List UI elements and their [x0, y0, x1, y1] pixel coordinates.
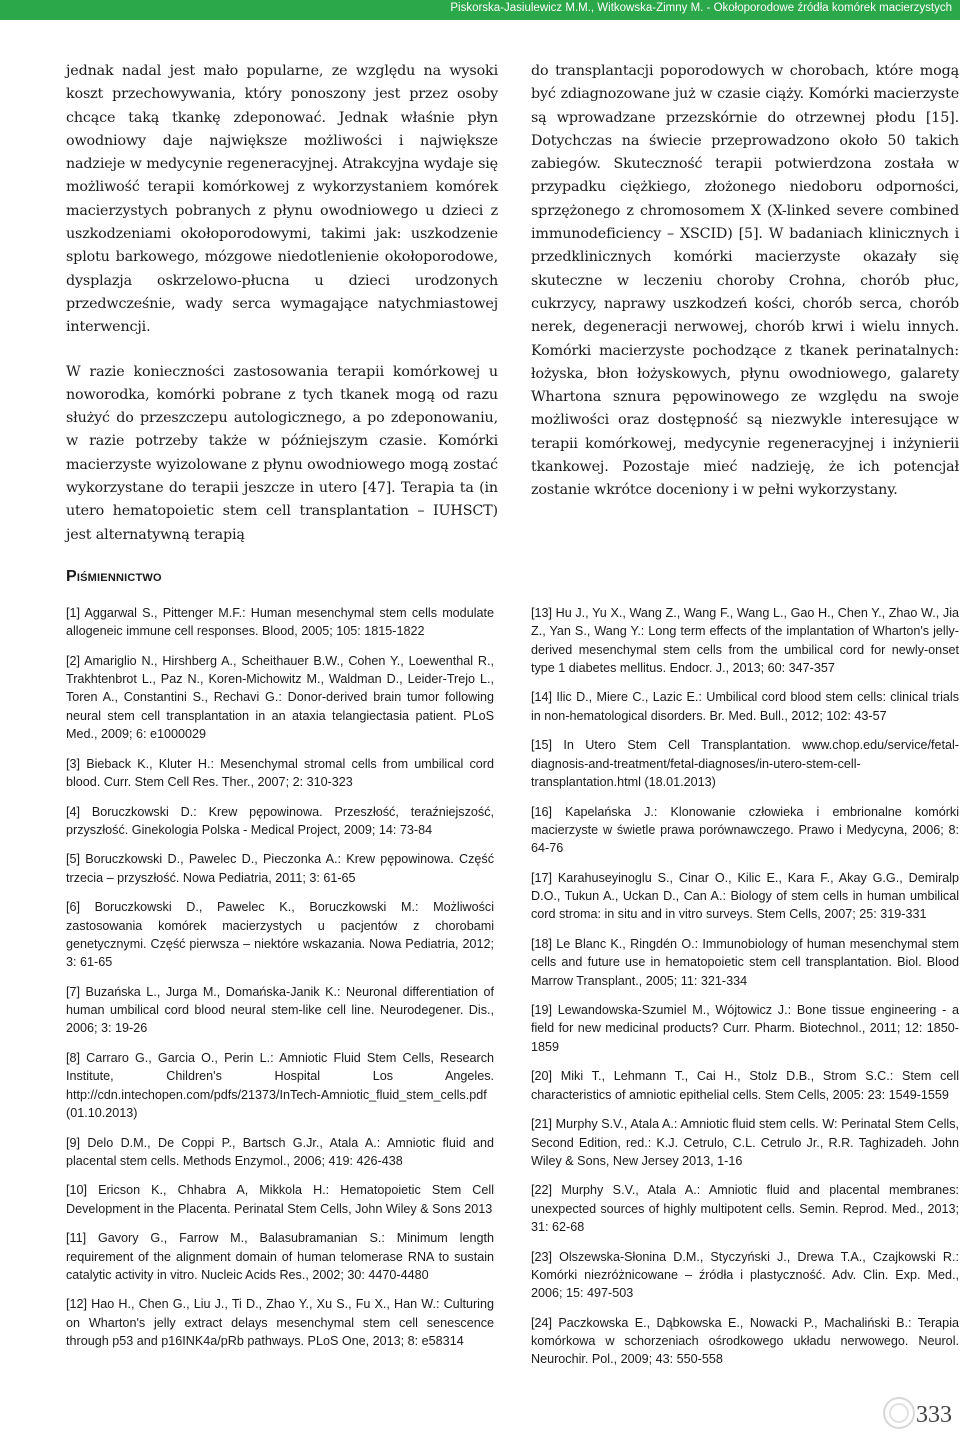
reference-item: [4] Boruczkowski D.: Krew pępowinowa. Przeszłość, teraźniejszość, przyszłość. Ginekologia Polska - Medical Project, 2009; 14: 73-84	[66, 804, 494, 837]
header-bar	[0, 0, 960, 20]
body-paragraph: jednak nadal jest mało popularne, ze względu na wysoki koszt przechowywania, który ponoszony jest przez osoby chcące taką tkankę zdeponować. Jednak właśnie płyn owodniowy daje największe możliwości i największe nadzieje w medycynie regeneracyjnej. Atrakcyjna wydaje się możliwość terapii komórkowej z wykorzystaniem komórek macierzystych pobranych z płynu owodniowego u dzieci z uszkodzeniami okołoporodowymi, takimi jak: uszkodzenie splotu barkowego, mózgowe niedotlenienie okołoporodowe, dysplazja oskrzelowo-płucna u dzieci urodzonych przedwcześnie, wady serca wymagające natychmiastowej interwencji.	[66, 63, 498, 336]
reference-item: [13] Hu J., Yu X., Wang Z., Wang F., Wang L., Gao H., Chen Y., Zhao W., Jia Z., Yan S., Wang Y.: Long term effects of the implantation of Wharton's jelly-derived mesenchymal stem cells from the umbilical cord for newly-onset type 1 diabetes mellitus. Endocr. J., 2013; 60: 347-357	[531, 606, 959, 675]
reference-item: [6] Boruczkowski D., Pawelec K., Boruczkowski M.: Możliwości zastosowania komórek macierzystych u pacjentów z chorobami genetycznymi. Część pierwsza – niektóre wskazania. Nowa Pediatria, 2012; 3: 61-65	[66, 900, 494, 970]
page-number: 333	[916, 1402, 952, 1428]
reference-item: [19] Lewandowska-Szumiel M., Wójtowicz J.: Bone tissue engineering - a field for new medicinal products? Curr. Pharm. Biotechnol., 2011; 12: 1850-1859	[531, 1003, 959, 1054]
reference-item: [12] Hao H., Chen G., Liu J., Ti D., Zhao Y., Xu S., Fu X., Han W.: Culturing on Wharton's jelly extract delays mesenchymal stem cell senescence through p53 and p16INK4a/pRb pathways. PLoS One, 2013; 8: e58314	[66, 1297, 494, 1349]
reference-item: [3] Bieback K., Kluter H.: Mesenchymal stromal cells from umbilical cord blood. Curr. Stem Cell Res. Ther., 2007; 2: 310-323	[66, 756, 494, 789]
references-column-left	[66, 604, 494, 1362]
reference-item: [9] Delo D.M., De Coppi P., Bartsch G.Jr., Atala A.: Amniotic fluid and placental stem cells. Methods Enzymol., 2006; 419: 426-438	[66, 1135, 494, 1168]
reference-item: [23] Olszewska-Słonina D.M., Styczyński J., Drewa T.A., Czajkowski R.: Komórki niezróżnicowane – źródła i plastyczność. Adv. Clin. Exp. Med., 2006; 15: 497-503	[531, 1249, 959, 1301]
reference-item: [21] Murphy S.V., Atala A.: Amniotic fluid stem cells. W: Perinatal Stem Cells, Second Edition, red.: K.J. Cetrulo, C.L. Cetrulo Jr., R.R. Taghizadeh. John Wiley & Sons, New Jersey 2013, 1-16	[531, 1117, 959, 1168]
journal-logo-icon	[882, 1396, 916, 1430]
reference-item: [10] Ericson K., Chhabra A, Mikkola H.: Hematopoietic Stem Cell Development in the Placenta. Perinatal Stem Cells, John Wiley & Sons 2013	[66, 1183, 494, 1216]
body-column-left	[66, 60, 498, 547]
reference-item: [8] Carraro G., Garcia O., Perin L.: Amniotic Fluid Stem Cells, Research Institute, Children's Hospital Los Angeles. http://cdn.intechopen.com/pdfs/21373/InTech-Amniotic_fluid_stem_cells.pdf (01.10.2013)	[66, 1051, 494, 1120]
body-column-right	[531, 60, 959, 503]
references-column-right	[531, 604, 959, 1380]
reference-item: [5] Boruczkowski D., Pawelec D., Pieczonka A.: Krew pępowinowa. Część trzecia – przyszłość. Nowa Pediatria, 2011; 3: 61-65	[66, 852, 494, 885]
reference-item: [14] Ilic D., Miere C., Lazic E.: Umbilical cord blood stem cells: clinical trials in non-hematological disorders. Br. Med. Bull., 2012; 102: 43-57	[531, 690, 959, 723]
reference-item: [11] Gavory G., Farrow M., Balasubramanian S.: Minimum length requirement of the alignment domain of human telomerase RNA to sustain catalytic activity in vitro. Nucleic Acids Res., 2002; 30: 4470-4480	[66, 1231, 494, 1282]
reference-item: [2] Amariglio N., Hirshberg A., Scheithauer B.W., Cohen Y., Loewenthal R., Trakhtenbrot L., Paz N., Koren-Michowitz M., Waldman D., Leider-Trejo L., Toren A., Constantini S., Rechavi G.: Donor-derived brain tumor following neural stem cell transplantation in an ataxia telangiectasia patient. PLoS Med., 2009; 6: e1000029	[66, 653, 494, 742]
reference-item: [16] Kapelańska J.: Klonowanie człowieka i embrionalne komórki macierzyste w świetle prawa porównawczego. Prawo i Medycyna, 2006; 8: 64-76	[531, 804, 959, 856]
reference-item: [22] Murphy S.V., Atala A.: Amniotic fluid and placental membranes: unexpected sources of highly multipotent cells. Semin. Reprod. Med., 2013; 31: 62-68	[531, 1183, 959, 1234]
reference-item: [7] Buzańska L., Jurga M., Domańska-Janik K.: Neuronal differentiation of human umbilical cord blood neural stem-like cell line. Neurodegener. Dis., 2006; 3: 19-26	[66, 984, 494, 1036]
body-paragraph: do transplantacji poporodowych w chorobach, które mogą być zdiagnozowane już w czasie ciąży. Komórki macierzyste są wprowadzane przezskórnie do otrzewnej płodu [15]. Dotychczas na świecie przeprowadzono około 50 takich zabiegów. Skuteczność terapii potwierdzona została w przypadku ciężkiego, złożonego niedoboru odporności, sprzężonego z chromosomem X (X-linked severe combined immunodeficiency – XSCID) [5]. W badaniach klinicznych i przedklinicznych komórki macierzyste okazały się skuteczne w leczeniu choroby Crohna, chorób płuc, cukrzycy, naprawy uszkodzeń kości, chorób serca, chorób nerek, degeneracji nerwowej, chorób krwi i wielu innych. Komórki macierzyste pochodzące z tkanek perinatalnych: łożyska, błon łożyskowych, płynu owodniowego, galarety Whartona sznura pępowinowego ze względu na swoje możliwości oraz dostępność są niezwykle interesujące w terapii komórkowej, medycynie regeneracyjnej i inżynierii tkankowej. Pozostaje mieć nadzieję, że ich potencjał zostanie wkrótce doceniony i w pełni wykorzystany.	[531, 63, 959, 499]
reference-item: [1] Aggarwal S., Pittenger M.F.: Human mesenchymal stem cells modulate allogeneic immune cell responses. Blood, 2005; 105: 1815-1822	[66, 606, 494, 639]
reference-item: [17] Karahuseyinoglu S., Cinar O., Kilic E., Kara F., Akay G.G., Demiralp D.O., Tukun A., Uckan D., Can A.: Biology of stem cells in human umbilical cord stroma: in situ and in vitro surveys. Stem Cells, 2007; 25: 319-331	[531, 870, 959, 922]
reference-item: [18] Le Blanc K., Ringdén O.: Immunobiology of human mesenchymal stem cells and future use in hematopoietic stem cell transplantation. Biol. Blood Marrow Transplant., 2005; 11: 321-334	[531, 936, 959, 988]
body-paragraph: W razie konieczności zastosowania terapii komórkowej u noworodka, komórki pobrane z tych tkanek mogą od razu służyć do przeszczepu autologicznego, a po zdeponowaniu, w razie potrzeby także w późniejszym czasie. Komórki macierzyste wyizolowane z płynu owodniowego mogą zostać wykorzystane do terapii jeszcze in utero [47]. Terapia ta (in utero hematopoietic stem cell transplantation – IUHSCT) jest alternatywną terapią	[66, 363, 498, 543]
running-title: Piskorska-Jasiulewicz M.M., Witkowska-Zimny M. - Okołoporodowe źródła komórek macierzystych	[450, 2, 952, 14]
reference-item: [24] Paczkowska E., Dąbkowska E., Nowacki P., Machaliński B.: Terapia komórkowa w schorzeniach ośrodkowego układu nerwowego. Neurol. Neurochir. Pol., 2009; 43: 550-558	[531, 1315, 959, 1367]
reference-item: [20] Miki T., Lehmann T., Cai H., Stolz D.B., Strom S.C.: Stem cell characteristics of amniotic epithelial cells. Stem Cells, 2005: 23: 1549-1559	[531, 1069, 959, 1102]
section-title-references: Piśmiennictwo	[66, 568, 162, 585]
reference-item: [15] In Utero Stem Cell Transplantation. www.chop.edu/service/fetal-diagnosis-and-treatment/fetal-diagnoses/in-utero-stem-cell-transplantation.html (18.01.2013)	[531, 738, 959, 789]
